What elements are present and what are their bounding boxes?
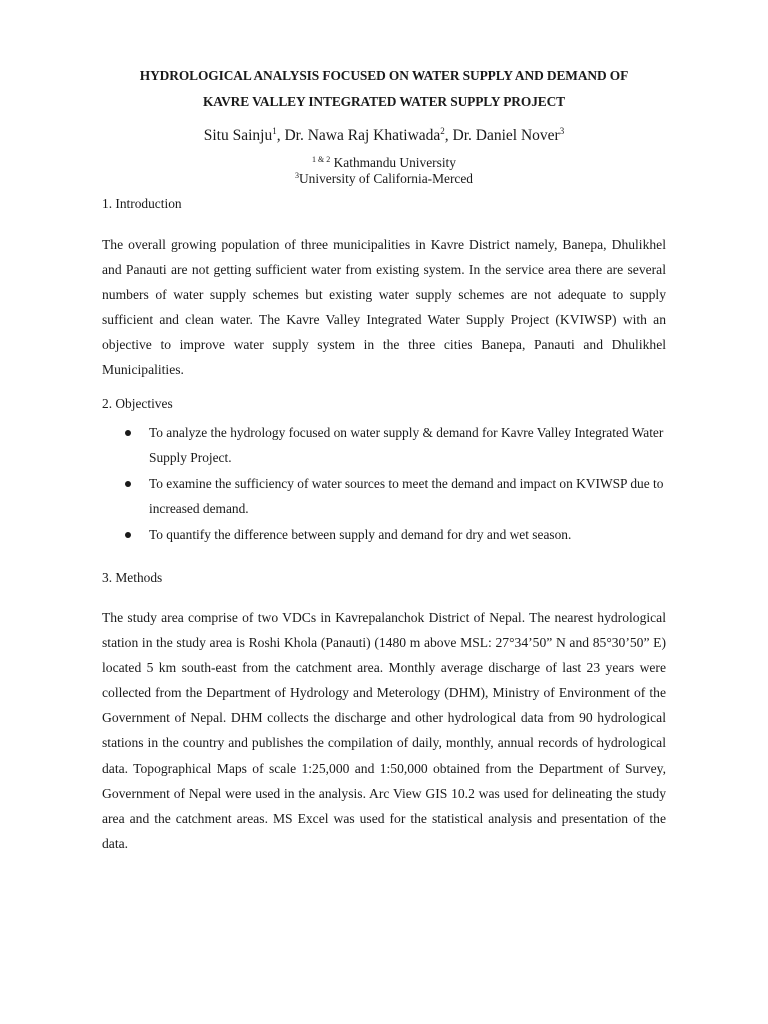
paper-title bbox=[80, 63, 688, 115]
objectives-heading: 2. Objectives bbox=[102, 396, 173, 411]
list-item bbox=[102, 471, 672, 521]
affiliation-2-text: University of California-Merced bbox=[298, 171, 474, 186]
author-separator: , bbox=[276, 127, 285, 144]
author-2-affil-marker: 2 bbox=[440, 126, 445, 136]
bullet-icon bbox=[125, 481, 131, 487]
list-item bbox=[102, 522, 672, 547]
author-1-name: Situ Sainju bbox=[203, 127, 273, 144]
objective-text: To examine the sufficiency of water sources to meet the demand and impact on KVIWSP due to increased demand. bbox=[149, 476, 664, 517]
author-separator: , bbox=[444, 127, 453, 144]
list-item bbox=[102, 420, 672, 470]
affiliation-2-marker: 3 bbox=[294, 171, 299, 180]
introduction-paragraph: The overall growing population of three municipalities in Kavre District namely, Banepa, Dhulikhel and Panauti are not getting sufficient water from existing system. In the service area there are several numbers of water supply schemes but existing water supply schemes are not adequate to supply sufficient and clean water. The Kavre Valley Integrated Water Supply Project (KVIWSP) with an objective to improve water supply system in the three cities Banepa, Panauti and Dhulikhel Municipalities. bbox=[102, 237, 666, 378]
author-1-affil-marker: 1 bbox=[272, 126, 277, 136]
affiliation-1-text: Kathmandu University bbox=[330, 155, 456, 170]
objective-text: To analyze the hydrology focused on water supply & demand for Kavre Valley Integrated Water Supply Project. bbox=[149, 425, 664, 466]
author-2-name: Dr. Nawa Raj Khatiwada bbox=[284, 127, 441, 144]
title-line-1: HYDROLOGICAL ANALYSIS FOCUSED ON WATER SUPPLY AND DEMAND OF bbox=[139, 68, 629, 83]
affiliation-2 bbox=[80, 171, 688, 187]
author-3-affil-marker: 3 bbox=[559, 126, 565, 136]
objectives-list bbox=[102, 420, 672, 548]
methods-paragraph: The study area comprise of two VDCs in Kavrepalanchok District of Nepal. The nearest hydrological station in the study area is Roshi Khola (Panauti) (1480 m above MSL: 27°34’50” N and 85°30’50” E) located 5 km south-east from the catchment area. Monthly average discharge of last 23 years were collected from the Department of Hydrology and Meterology (DHM), Ministry of Environment of the Government of Nepal. DHM collects the discharge and other hydrological data from 90 hydrological stations in the country and publishes the compilation of daily, monthly, annual records of hydrological data. Topographical Maps of scale 1:25,000 and 1:50,000 obtained from the Department of Survey, Government of Nepal were used in the analysis. Arc View GIS 10.2 was used for delineating the study area and the catchment areas. MS Excel was used for the statistical analysis and presentation of the data. bbox=[102, 610, 666, 851]
author-list bbox=[80, 125, 688, 147]
title-line-2: KAVRE VALLEY INTEGRATED WATER SUPPLY PROJECT bbox=[202, 94, 566, 109]
objective-text: To quantify the difference between supply and demand for dry and wet season. bbox=[149, 527, 572, 543]
affiliation-1-marker: 1 & 2 bbox=[312, 155, 331, 164]
author-3-name: Dr. Daniel Nover bbox=[452, 127, 560, 144]
affiliation-1 bbox=[80, 155, 688, 171]
methods-heading: 3. Methods bbox=[102, 570, 163, 585]
bullet-icon bbox=[125, 430, 131, 436]
bullet-icon bbox=[125, 532, 131, 538]
introduction-heading: 1. Introduction bbox=[102, 196, 182, 211]
